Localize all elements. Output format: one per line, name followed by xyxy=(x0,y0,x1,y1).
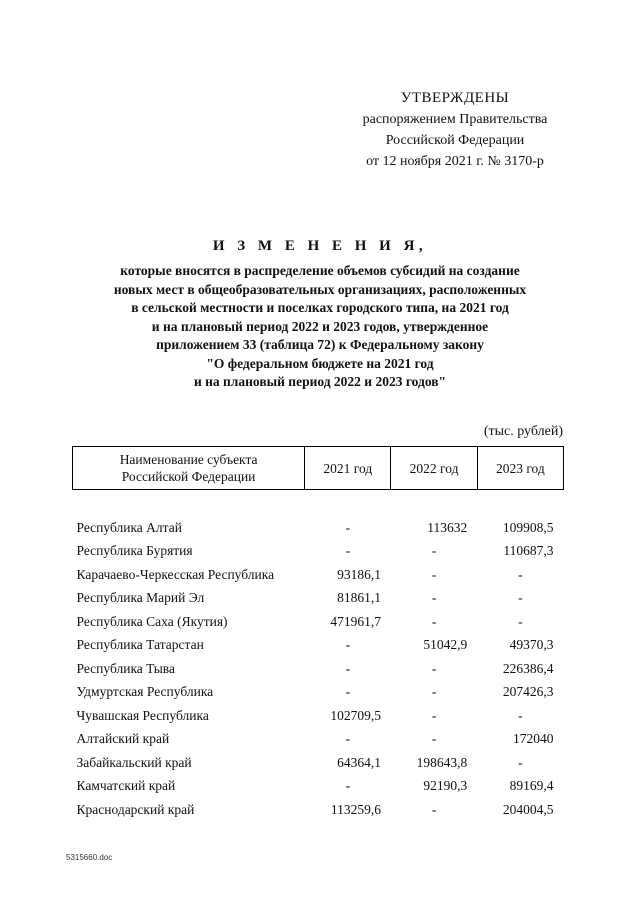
value-2023-cell: - xyxy=(518,613,523,629)
value-2021-cell: 93186,1 xyxy=(337,566,381,582)
header-name-line-2: Российской Федерации xyxy=(121,469,256,484)
value-2022-cell: - xyxy=(431,707,437,723)
value-2022-cell: 92190,3 xyxy=(423,778,468,794)
value-2021-cell: 81861,1 xyxy=(337,590,381,606)
region-name-cell: Республика Бурятия xyxy=(76,543,193,559)
region-name-cell: Чувашская Республика xyxy=(76,707,209,723)
value-2021-cell: - xyxy=(345,684,351,700)
value-2021-cell: - xyxy=(345,660,351,676)
subtitle-line: и на плановый период 2022 и 2023 годов" xyxy=(193,374,447,389)
region-name-cell: Алтайский край xyxy=(76,731,170,747)
table-row xyxy=(73,563,564,587)
approval-line-1: распоряжением Правительства xyxy=(362,112,548,127)
value-2022-cell: 198643,8 xyxy=(416,754,468,770)
value-2023-cell: 204004,5 xyxy=(502,801,554,817)
value-2022-cell: - xyxy=(431,801,437,817)
value-2021-cell: 64364,1 xyxy=(337,754,381,770)
header-2022: 2022 год xyxy=(391,447,477,490)
table-row xyxy=(73,657,564,681)
value-2023-cell: - xyxy=(518,707,523,723)
header-region-name xyxy=(73,447,305,490)
value-2022-cell: - xyxy=(431,543,437,559)
value-2022-cell: 113632 xyxy=(427,519,468,535)
value-2023-cell: - xyxy=(518,566,523,582)
region-name-cell: Камчатский край xyxy=(76,778,176,794)
value-2021-cell: - xyxy=(345,543,351,559)
region-name-cell: Республика Саха (Якутия) xyxy=(76,613,228,629)
table-row xyxy=(73,587,564,611)
table-row xyxy=(73,728,564,752)
value-2023-cell: 89169,4 xyxy=(509,778,554,794)
value-2021-cell: - xyxy=(345,778,351,794)
value-2023-cell: - xyxy=(518,590,523,606)
table-header-row xyxy=(73,447,564,490)
value-2021-cell: 113259,6 xyxy=(330,801,381,817)
region-name-cell: Забайкальский край xyxy=(76,754,192,770)
value-2022-cell: - xyxy=(431,613,437,629)
value-2023-cell: 109908,5 xyxy=(502,519,554,535)
approval-line-3: от 12 ноября 2021 г. № 3170-р xyxy=(366,154,544,169)
value-2023-cell: 207426,3 xyxy=(502,684,554,700)
subsidy-table xyxy=(72,446,564,822)
table-row xyxy=(73,775,564,799)
table-row xyxy=(73,610,564,634)
value-2023-cell: - xyxy=(518,754,523,770)
region-name-cell: Республика Алтай xyxy=(76,519,182,535)
value-2023-cell: 226386,4 xyxy=(502,660,554,676)
table-row xyxy=(73,798,564,822)
value-2022-cell: - xyxy=(431,660,437,676)
approval-block xyxy=(340,88,570,172)
value-2022-cell: - xyxy=(431,590,437,606)
table-row xyxy=(73,540,564,564)
value-2021-cell: - xyxy=(345,519,351,535)
value-2023-cell: 172040 xyxy=(513,731,554,747)
table-row xyxy=(73,681,564,705)
document-subtitle xyxy=(60,262,580,392)
region-name-cell: Республика Татарстан xyxy=(76,637,204,653)
subtitle-line: приложением 33 (таблица 72) к Федеральному закону xyxy=(156,337,484,352)
subtitle-line: которые вносятся в распределение объемов субсидий на создание xyxy=(120,263,520,278)
table-row xyxy=(73,634,564,658)
header-2023: 2023 год xyxy=(477,447,563,490)
region-name-cell: Республика Марий Эл xyxy=(76,590,205,606)
value-2021-cell: 102709,5 xyxy=(330,707,381,723)
region-name-cell: Республика Тыва xyxy=(76,660,175,676)
header-name-line-1: Наименование субъекта xyxy=(119,452,258,467)
header-2021: 2021 год xyxy=(305,447,391,490)
value-2022-cell: 51042,9 xyxy=(423,637,468,653)
subtitle-line: и на плановый период 2022 и 2023 годов, утвержденное xyxy=(151,318,489,334)
subtitle-line: новых мест в общеобразовательных организациях, расположенных xyxy=(113,281,527,297)
value-2021-cell: - xyxy=(345,731,351,747)
approval-line-2: Российской Федерации xyxy=(385,133,525,148)
value-2022-cell: - xyxy=(431,566,437,582)
table-row xyxy=(73,704,564,728)
region-name-cell: Удмуртская Республика xyxy=(76,684,214,700)
value-2021-cell: 471961,7 xyxy=(330,613,381,629)
value-2022-cell: - xyxy=(431,684,437,700)
value-2023-cell: 110687,3 xyxy=(503,543,554,559)
subtitle-line: в сельской местности и поселках городского типа, на 2021 год xyxy=(131,300,509,315)
table-row xyxy=(73,516,564,540)
region-name-cell: Карачаево-Черкесская Республика xyxy=(76,566,275,582)
region-name-cell: Краснодарский край xyxy=(76,801,195,817)
subtitle-line: "О федеральном бюджете на 2021 год xyxy=(206,355,434,371)
table-spacer-row xyxy=(73,490,564,517)
value-2023-cell: 49370,3 xyxy=(509,637,554,653)
value-2022-cell: - xyxy=(431,731,437,747)
approval-heading: УТВЕРЖДЕНЫ xyxy=(400,90,510,106)
document-title-block xyxy=(60,236,580,392)
value-2021-cell: - xyxy=(345,637,351,653)
table-body xyxy=(73,490,564,822)
document-heading: И З М Е Н Е Н И Я, xyxy=(212,238,428,254)
file-code: 5315660.doc xyxy=(66,853,113,862)
units-label: (тыс. рублей) xyxy=(483,424,563,439)
table-row xyxy=(73,751,564,775)
